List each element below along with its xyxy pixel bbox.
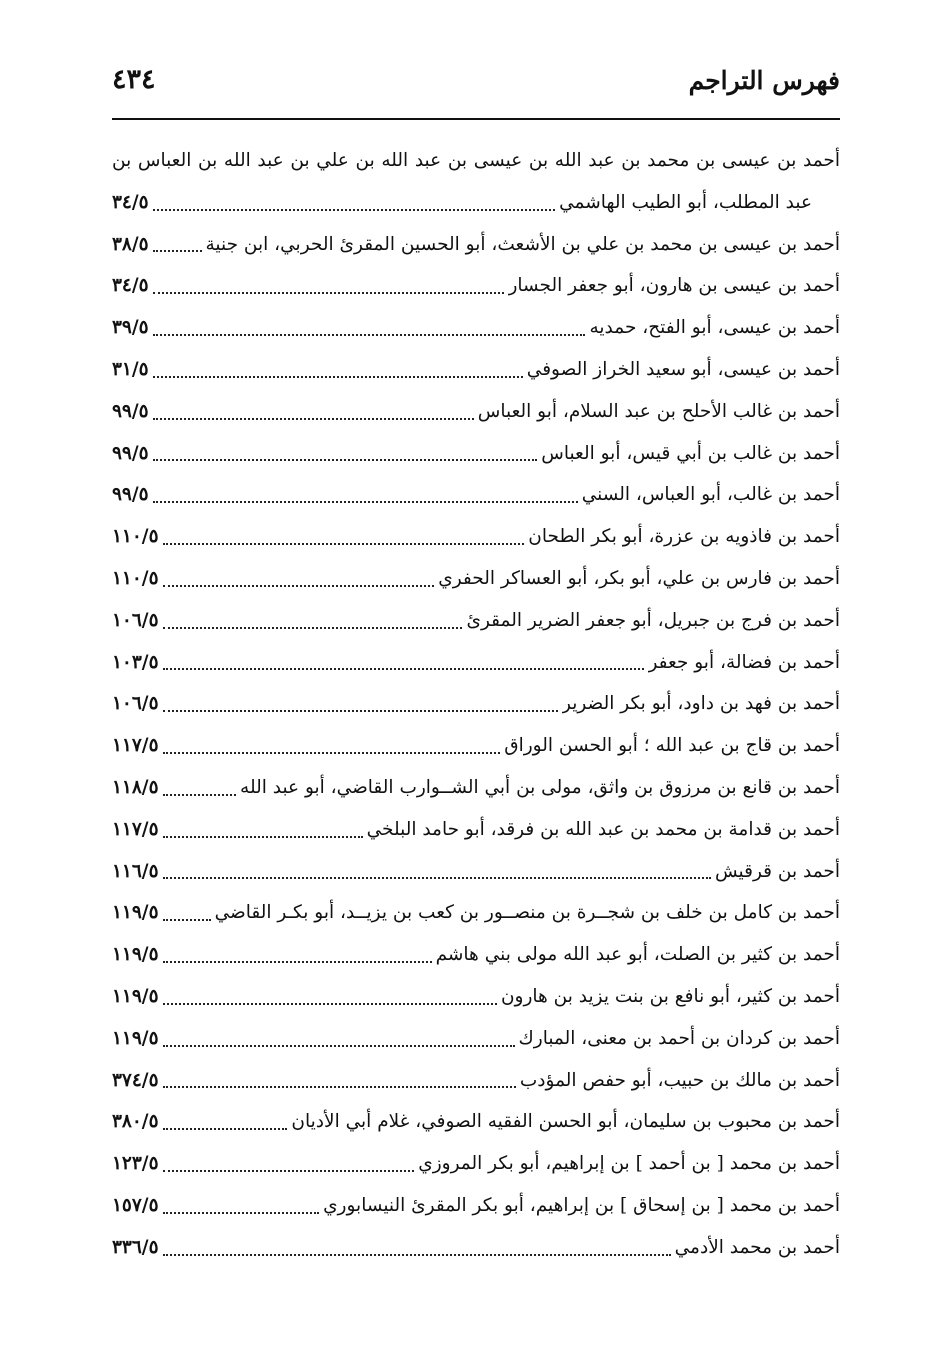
index-entry (112, 433, 840, 475)
entry-reference: ١٠٦/٥ (112, 693, 159, 715)
dot-leader (153, 334, 586, 336)
dot-leader (163, 1128, 288, 1130)
index-entry (112, 683, 840, 725)
dot-leader (163, 836, 363, 838)
index-entry (112, 892, 840, 934)
index-entry (112, 307, 840, 349)
entry-name: أحمد بن قانع بن مرزوق بن واثق، مولى بن أبي الشــوارب القاضي، أبو عبد الله (240, 776, 840, 798)
entry-reference: ١١٧/٥ (112, 735, 159, 757)
entry-name: أحمد بن فهد بن داود، أبو بكر الضرير (561, 693, 840, 715)
entry-name: أحمد بن كثير، أبو نافع بن بنت يزيد بن هارون (500, 985, 840, 1007)
index-entry (112, 1060, 840, 1102)
entry-name: أحمد بن فارس بن علي، أبو بكر، أبو العساكر الحفري (438, 567, 840, 589)
entry-reference: ٩٩/٥ (112, 400, 149, 422)
running-title: فهرس التراجم (688, 66, 840, 95)
entry-reference: ٩٩/٥ (112, 484, 149, 506)
index-entry (112, 767, 840, 809)
entry-reference: ١١٨/٥ (112, 776, 159, 798)
entry-name: أحمد بن عيسى بن محمد بن علي بن الأشعث، أبو الحسين المقرئ الحربي، ابن جنية (205, 233, 840, 255)
index-entry (112, 976, 840, 1018)
entry-reference: ١١٩/٥ (112, 985, 159, 1007)
dot-leader (163, 1170, 415, 1172)
entry-reference: ١٠٣/٥ (112, 651, 159, 673)
entry-name: أحمد بن غالب بن أبي قيس، أبو العباس (541, 442, 840, 464)
index-entry (112, 224, 840, 266)
dot-leader (153, 250, 202, 252)
dot-leader (163, 1003, 497, 1005)
entry-name: أحمد بن عيسى، أبو الفتح، حمديه (589, 317, 840, 339)
index-entry (112, 558, 840, 600)
entry-name: أحمد بن غالب، أبو العباس، السني (581, 484, 840, 506)
dot-leader (153, 376, 523, 378)
dot-leader (163, 1254, 671, 1256)
dot-leader (163, 627, 463, 629)
entry-name: أحمد بن غالب الأحلح بن عبد السلام، أبو العباس (477, 400, 840, 422)
index-entry (112, 1185, 840, 1227)
index-entry (112, 1227, 840, 1269)
entry-name: أحمد بن عيسى، أبو سعيد الخراز الصوفي (526, 358, 840, 380)
page-number: ٤٣٤ (112, 64, 156, 95)
index-entry (112, 1018, 840, 1060)
dot-leader (153, 292, 505, 294)
dot-leader (153, 459, 538, 461)
entry-reference: ١٠٦/٥ (112, 609, 159, 631)
dot-leader (163, 794, 237, 796)
index-entry (112, 349, 840, 391)
entry-name: أحمد بن قاج بن عبد الله ؛ أبو الحسن الوراق (504, 735, 840, 757)
entry-reference: ١١٠/٥ (112, 567, 159, 589)
dot-leader (163, 877, 711, 879)
entry-name: أحمد بن كامل بن خلف بن شجــرة بن منصــور بن كعب بن يزيــد، أبو بكـر القاضي (214, 902, 840, 924)
entry-reference: ١٥٧/٥ (112, 1194, 159, 1216)
entry-name: أحمد بن فاذويه بن عزرة، أبو بكر الطحان (528, 526, 840, 548)
index-entry (112, 474, 840, 516)
entry-reference: ٩٩/٥ (112, 442, 149, 464)
entry-reference: ١٢٣/٥ (112, 1153, 159, 1175)
dot-leader (163, 585, 435, 587)
index-entry (112, 516, 840, 558)
dot-leader (163, 1212, 320, 1214)
entry-name: أحمد بن فضالة، أبو جعفر (648, 651, 840, 673)
dot-leader (153, 418, 474, 420)
entry-name: أحمد بن محمد [ بن إسحاق ] بن إبراهيم، أبو بكر المقرئ النيسابوري (323, 1194, 840, 1216)
dot-leader (163, 752, 501, 754)
entry-name: أحمد بن كثير بن الصلت، أبو عبد الله مولى بني هاشم (435, 944, 840, 966)
dot-leader (163, 919, 211, 921)
dot-leader (163, 961, 432, 963)
entry-reference: ١١٩/٥ (112, 1027, 159, 1049)
entry-reference: ٣١/٥ (112, 358, 149, 380)
index-entry (112, 934, 840, 976)
entry-name: أحمد بن فرج بن جبريل، أبو جعفر الضرير المقرئ (466, 609, 840, 631)
dot-leader (163, 668, 645, 670)
entry-name: عبد المطلب، أبو الطيب الهاشمي (559, 191, 812, 213)
entry-reference: ١١٩/٥ (112, 902, 159, 924)
entry-reference: ٣٧٤/٥ (112, 1069, 159, 1091)
entry-name: أحمد بن كردان بن أحمد بن معنى، المبارك (518, 1027, 840, 1049)
entry-reference: ١١٠/٥ (112, 526, 159, 548)
entry-reference: ٣٤/٥ (112, 275, 149, 297)
dot-leader (153, 209, 556, 211)
header-rule (112, 118, 840, 120)
entry-reference: ٣٣٦/٥ (112, 1236, 159, 1258)
entry-name: أحمد بن مالك بن حبيب، أبو حفص المؤدب (519, 1069, 840, 1091)
index-entry (112, 391, 840, 433)
entry-reference: ٣٩/٥ (112, 317, 149, 339)
dot-leader (163, 710, 558, 712)
entry-reference: ١١٩/٥ (112, 944, 159, 966)
entry-name: أحمد بن عيسى بن هارون، أبو جعفر الجسار (508, 275, 840, 297)
entry-name: أحمد بن قدامة بن محمد بن عبد الله بن فرقد، أبو حامد البلخي (366, 818, 840, 840)
index-entry (112, 140, 840, 182)
entry-reference: ١١٧/٥ (112, 818, 159, 840)
index-entry (112, 1143, 840, 1185)
entry-reference: ٣٨٠/٥ (112, 1111, 159, 1133)
index-entry (112, 1101, 840, 1143)
index-entry (112, 600, 840, 642)
biography-index-list (112, 140, 840, 1269)
entry-reference: ١١٦/٥ (112, 860, 159, 882)
dot-leader (153, 501, 578, 503)
index-entry (112, 182, 840, 224)
index-entry (112, 851, 840, 893)
dot-leader (163, 1045, 515, 1047)
entry-name: أحمد بن محبوب بن سليمان، أبو الحسن الفقيه الصوفي، غلام أبي الأديان (291, 1111, 840, 1133)
dot-leader (163, 543, 525, 545)
entry-name: أحمد بن محمد الأدمي (674, 1236, 840, 1258)
index-entry (112, 809, 840, 851)
entry-name: أحمد بن محمد [ بن أحمد ] بن إبراهيم، أبو بكر المروزي (418, 1153, 840, 1175)
index-entry (112, 725, 840, 767)
entry-reference: ٣٤/٥ (112, 191, 149, 213)
index-entry (112, 265, 840, 307)
entry-reference: ٣٨/٥ (112, 233, 149, 255)
dot-leader (163, 1086, 516, 1088)
entry-name: أحمد بن عيسى بن محمد بن عبد الله بن عيسى بن عبد الله بن علي بن عبد الله بن العباس بن (112, 150, 840, 171)
entry-name: أحمد بن قرقيش (714, 860, 840, 882)
index-entry (112, 642, 840, 684)
